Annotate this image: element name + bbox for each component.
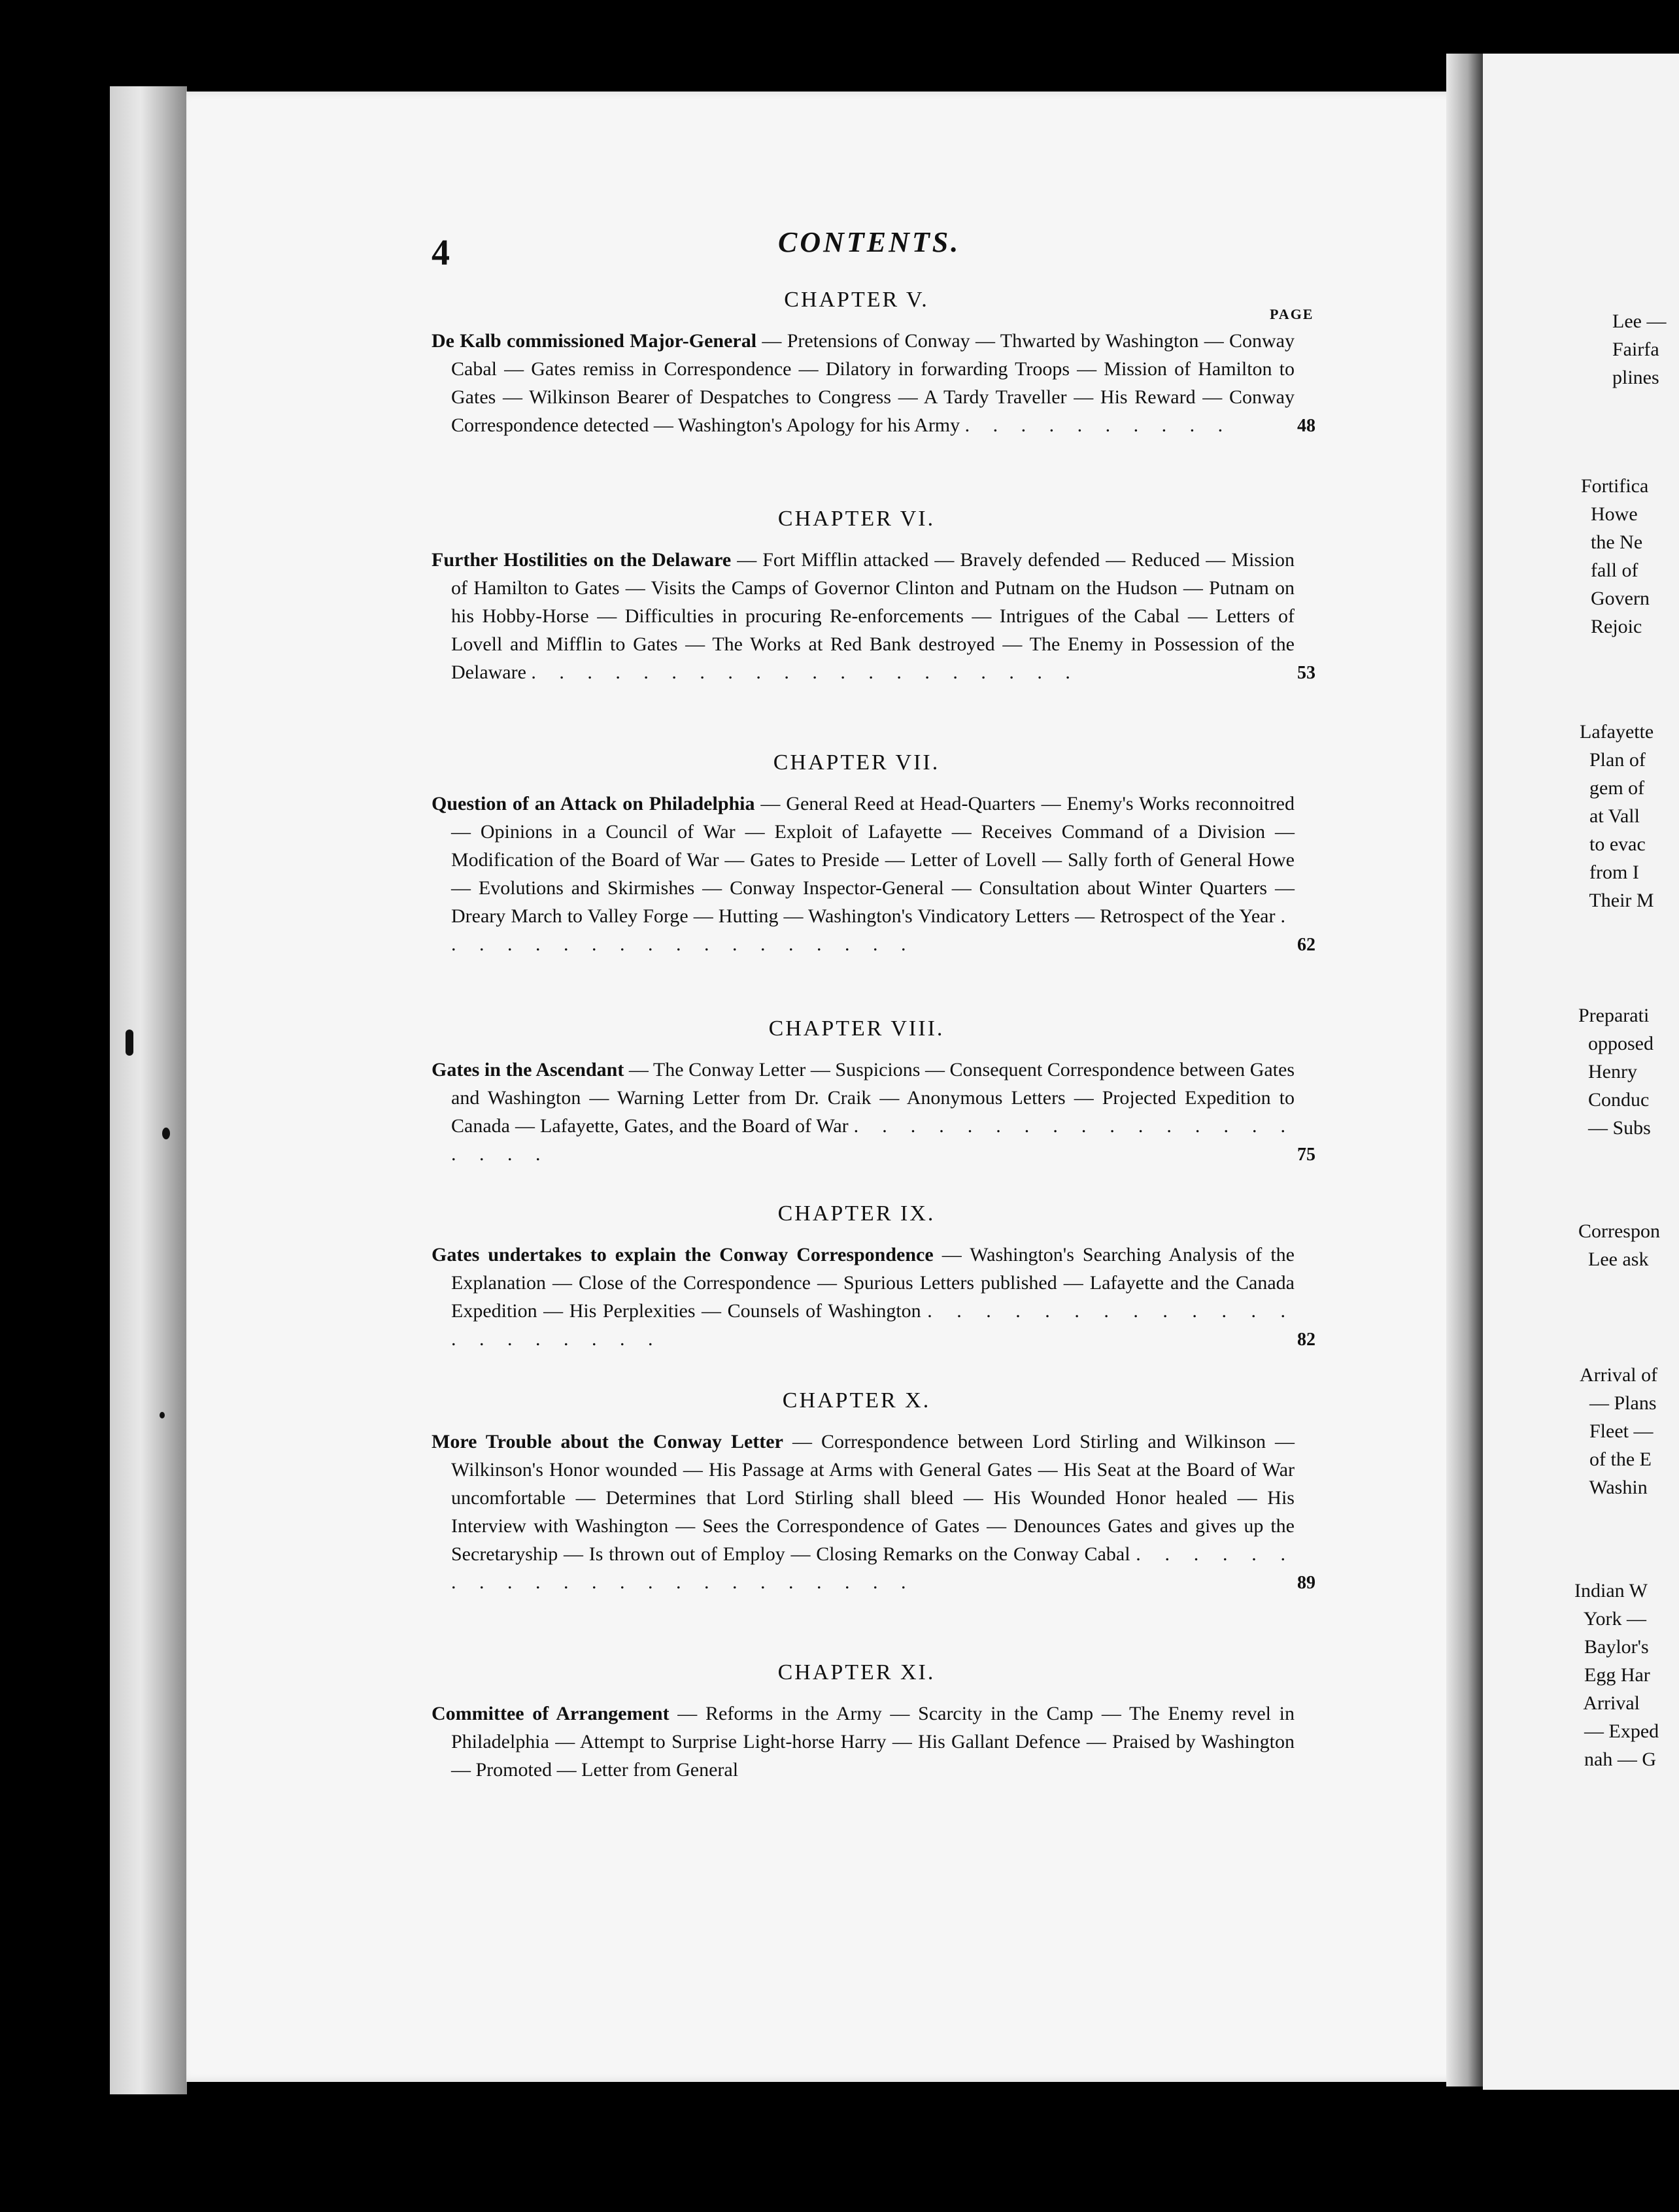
- chapter-page: 82: [1297, 1330, 1315, 1350]
- chapter-summary: De Kalb commissioned Major-General — Pretensions of Conway — Thwarted by Washington — Conway Cabal — Gates remiss in Correspondence — Dilatory in forwarding Troops — Mission of Hamilton to Gates — Wilkinson Bearer of Despatches to Congress — A Tardy Traveller — His Reward — Conway Correspondence detected — Washington's Apology for his Army . . . . . . . . . .: [432, 330, 1295, 436]
- chapter-lead: Question of an Attack on Philadelphia: [432, 793, 755, 814]
- chapter-heading: CHAPTER VII.: [773, 750, 940, 775]
- facing-fragment: Lafayette Plan of gem of at Vall to evac from I Their M: [1580, 721, 1654, 911]
- chapter-summary: [432, 1700, 1295, 1784]
- chapter-heading: CHAPTER VI.: [777, 507, 936, 531]
- chapter-entry: [432, 750, 1315, 958]
- chapter-page: 48: [1297, 416, 1315, 436]
- chapter-text: — General Reed at Head-Quarters — Enemy's Works reconnoitred — Opinions in a Council of War — Exploit of Lafayette — Receives Command of a Division — Modification of the Board of War — Gates to Preside — Letter of Lovell — Sally forth of General Howe — Evolutions and Skirmishes — Conway Inspector-General — Consultation about Winter Quarters — Dreary March to Valley Forge — Hutting — Washington's Vindicatory Letters — Retrospect of the Year: [451, 793, 1295, 927]
- chapter-text: — Washington's Searching Analysis of the Explanation — Close of the Correspondence — Spurious Letters published — Lafayette and the Canada Expedition — His Perplexities — Counsels of Washington: [451, 1244, 1295, 1322]
- chapter-page: 53: [1297, 663, 1315, 683]
- chapter-summary: Gates undertakes to explain the Conway Correspondence — Washington's Searching Analysis of the Explanation — Close of the Correspondence — Spurious Letters published — Lafayette and the Canada Expedition — His Perplexities — Counsels of Washington . . . . . . . . . . . . . . . . . . . . .: [432, 1244, 1295, 1350]
- facing-fragment: Lee — Fairfa plines: [1612, 310, 1667, 388]
- page-column-label: PAGE: [1270, 306, 1314, 322]
- book-gutter: [1446, 54, 1485, 2086]
- chapter-lead: Gates undertakes to explain the Conway Correspondence: [432, 1244, 934, 1265]
- facing-fragment: Arrival of — Plans Fleet — of the E Washin: [1580, 1364, 1658, 1498]
- chapter-lead: Committee of Arrangement: [432, 1703, 670, 1724]
- ink-speck: [162, 1128, 170, 1139]
- chapter-page: 89: [1297, 1573, 1315, 1593]
- chapter-lead: Gates in the Ascendant: [432, 1059, 624, 1081]
- chapter-entry: [432, 1201, 1315, 1353]
- facing-fragment: Correspon Lee ask: [1578, 1220, 1660, 1270]
- book-spine-edge: [110, 86, 187, 2094]
- chapter-entry: [432, 507, 1315, 686]
- chapter-summary: Question of an Attack on Philadelphia — General Reed at Head-Quarters — Enemy's Works reconnoitred — Opinions in a Council of War — Exploit of Lafayette — Receives Command of a Division — Modification of the Board of War — Gates to Preside — Letter of Lovell — Sally forth of General Howe — Evolutions and Skirmishes — Conway Inspector-General — Consultation about Winter Quarters — Dreary March to Valley Forge — Hutting — Washington's Vindicatory Letters — Retrospect of the Year . . . . . . . . . . . . . . . . . .: [432, 793, 1295, 955]
- chapter-text: — Correspondence between Lord Stirling and Wilkinson — Wilkinson's Honor wounded — His Passage at Arms with General Gates — His Seat at the Board of War uncomfortable — Determines that Lord Stirling shall bleed — His Wounded Honor healed — His Interview with Washington — Sees the Correspondence of Gates — Denounces Gates and gives up the Secretaryship — Is thrown out of Employ — Closing Remarks on the Conway Cabal: [451, 1431, 1295, 1565]
- chapter-summary: Further Hostilities on the Delaware — Fort Mifflin attacked — Bravely defended — Reduced — Mission of Hamilton to Gates — Visits the Camps of Governor Clinton and Putnam on the Hudson — Putnam on his Hobby-Horse — Difficulties in procuring Re-enforcements — Intrigues of the Cabal — Letters of Lovell and Mifflin to Gates — The Works at Red Bank destroyed — The Enemy in Possession of the Delaware . . . . . . . . . . . . . . . . . . . .: [432, 549, 1295, 683]
- chapter-text: — Fort Mifflin attacked — Bravely defended — Reduced — Mission of Hamilton to Gates — Visits the Camps of Governor Clinton and Putnam on the Hudson — Putnam on his Hobby-Horse — Difficulties in procuring Re-enforcements — Intrigues of the Cabal — Letters of Lovell and Mifflin to Gates — The Works at Red Bank destroyed — The Enemy in Possession of the Delaware: [451, 549, 1295, 683]
- chapter-summary: More Trouble about the Conway Letter — Correspondence between Lord Stirling and Wilkinson — Wilkinson's Honor wounded — His Passage at Arms with General Gates — His Seat at the Board of War uncomfortable — Determines that Lord Stirling shall bleed — His Wounded Honor healed — His Interview with Washington — Sees the Correspondence of Gates — Denounces Gates and gives up the Secretaryship — Is thrown out of Employ — Closing Remarks on the Conway Cabal . . . . . . . . . . . . . . . . . . . . . . .: [432, 1431, 1295, 1593]
- chapter-text: — The Conway Letter — Suspicions — Consequent Correspondence between Gates and Washington — Warning Letter from Dr. Craik — Anonymous Letters — Projected Expedition to Canada — Lafayette, Gates, and the Board of War: [451, 1059, 1295, 1137]
- chapter-text: — Pretensions of Conway — Thwarted by Washington — Conway Cabal — Gates remiss in Correspondence — Dilatory in forwarding Troops — Mission of Hamilton to Gates — Wilkinson Bearer of Despatches to Congress — A Tardy Traveller — His Reward — Conway Correspondence detected — Washington's Apology for his Army: [451, 330, 1295, 436]
- chapter-page: 75: [1297, 1145, 1315, 1165]
- chapter-entry: [432, 1660, 1295, 1784]
- chapter-entry: [432, 1388, 1315, 1596]
- chapter-summary: Gates in the Ascendant — The Conway Letter — Suspicions — Consequent Correspondence between Gates and Washington — Warning Letter from Dr. Craik — Anonymous Letters — Projected Expedition to Canada — Lafayette, Gates, and the Board of War . . . . . . . . . . . . . . . . . . . .: [432, 1059, 1295, 1165]
- right-page: [1483, 54, 1679, 2090]
- chapter-heading: CHAPTER VIII.: [768, 1016, 945, 1041]
- facing-fragment: Fortifica Howe the Ne fall of Govern Rejoic: [1581, 475, 1650, 637]
- facing-fragment: Indian W York — Baylor's Egg Har Arrival — Exped nah — G: [1574, 1580, 1659, 1770]
- chapter-heading: CHAPTER IX.: [777, 1201, 936, 1226]
- page-number: 4: [432, 233, 450, 273]
- facing-fragment: Preparati opposed Henry Conduc — Subs: [1578, 1005, 1654, 1139]
- chapter-page: 62: [1297, 935, 1315, 955]
- ink-speck: [126, 1030, 133, 1056]
- chapter-entry: [432, 1016, 1315, 1168]
- running-head: CONTENTS.: [778, 226, 961, 258]
- chapter-heading: CHAPTER V.: [784, 288, 929, 312]
- chapter-lead: More Trouble about the Conway Letter: [432, 1431, 783, 1452]
- chapter-lead: Further Hostilities on the Delaware: [432, 549, 732, 571]
- chapter-heading: CHAPTER XI.: [777, 1660, 936, 1684]
- ink-speck: [160, 1412, 165, 1418]
- chapter-lead: De Kalb commissioned Major-General: [432, 330, 757, 352]
- chapter-heading: CHAPTER X.: [782, 1388, 931, 1413]
- chapter-text: — Reforms in the Army — Scarcity in the Camp — The Enemy revel in Philadelphia — Attempt to Surprise Light-horse Harry — His Gallant Defence — Praised by Washington — Promoted — Letter from General: [451, 1703, 1295, 1781]
